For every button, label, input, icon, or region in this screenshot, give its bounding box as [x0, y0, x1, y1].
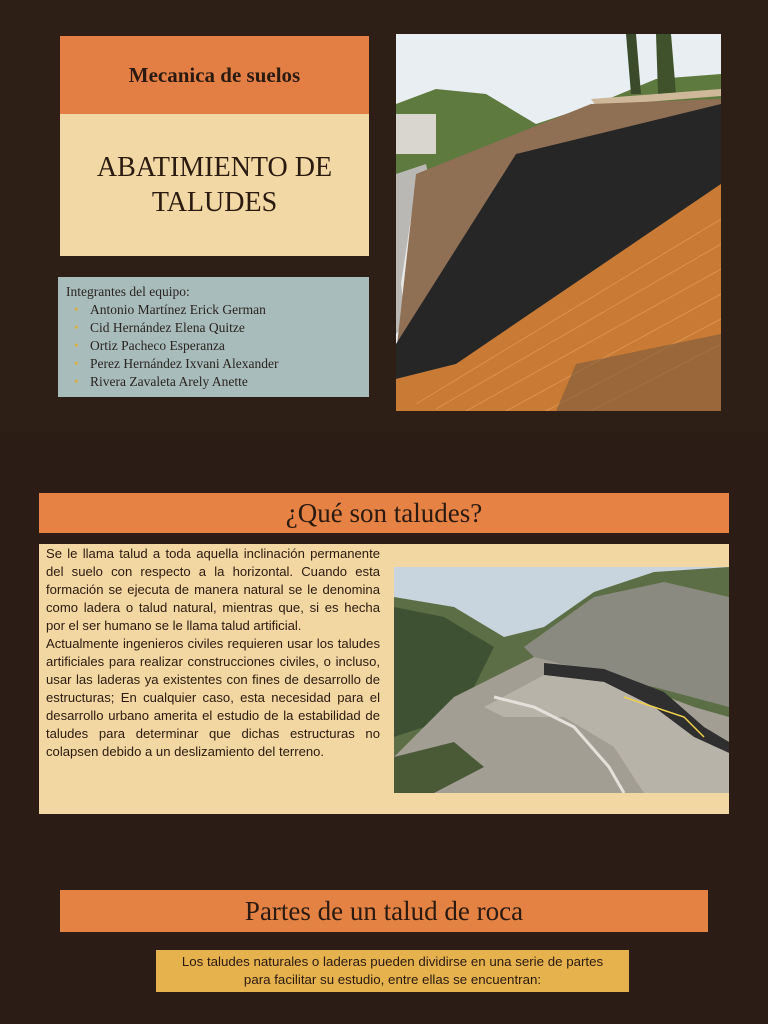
- slope-reinforcement-photo: [396, 34, 721, 411]
- section-intro-note: [156, 950, 629, 992]
- team-heading: Integrantes del equipo:: [66, 284, 190, 299]
- team-member: • Ortiz Pacheco Esperanza: [82, 337, 361, 355]
- course-title: Mecanica de suelos: [60, 36, 369, 114]
- team-member: • Antonio Martínez Erick German: [82, 301, 361, 319]
- body-paragraph: Se le llama talud a toda aquella inclinación permanente del suelo con respecto a la horizontal. Cuando esta formación se ejecuta de manera natural se le denomina como ladera o talud natural, mientras que, si es hecha por el ser humano se le llama talud artificial.: [46, 546, 380, 633]
- team-box: [58, 277, 369, 397]
- highway-slope-photo: [394, 567, 729, 793]
- document-title-text: ABATIMIENTO DE TALUDES: [96, 152, 333, 218]
- section-intro-note-text: Los taludes naturales o laderas pueden dividirse en una serie de partes para facilitar su estudio, entre ellas se encuentran:: [181, 954, 604, 987]
- section-body-text: [46, 545, 380, 761]
- section-title-partes-talud: Partes de un talud de roca: [60, 890, 708, 932]
- team-list: [66, 301, 361, 391]
- section-title-que-son-taludes: ¿Qué son taludes?: [39, 493, 729, 533]
- team-member: • Cid Hernández Elena Quitze: [82, 319, 361, 337]
- team-member: • Rivera Zavaleta Arely Anette: [82, 373, 361, 391]
- document-title: [60, 114, 369, 256]
- team-member: • Perez Hernández Ixvani Alexander: [82, 355, 361, 373]
- body-paragraph: Actualmente ingenieros civiles requieren usar los taludes artificiales para realizar construcciones civiles, o incluso, usar las laderas ya existentes con fines de desarrollo de estructuras; En cualquier caso, esta necesidad para el desarrollo urbano amerita el estudio de la estabilidad de taludes para determinar que dichas estructuras no colapsen debido a un deslizamiento del terreno.: [46, 636, 380, 759]
